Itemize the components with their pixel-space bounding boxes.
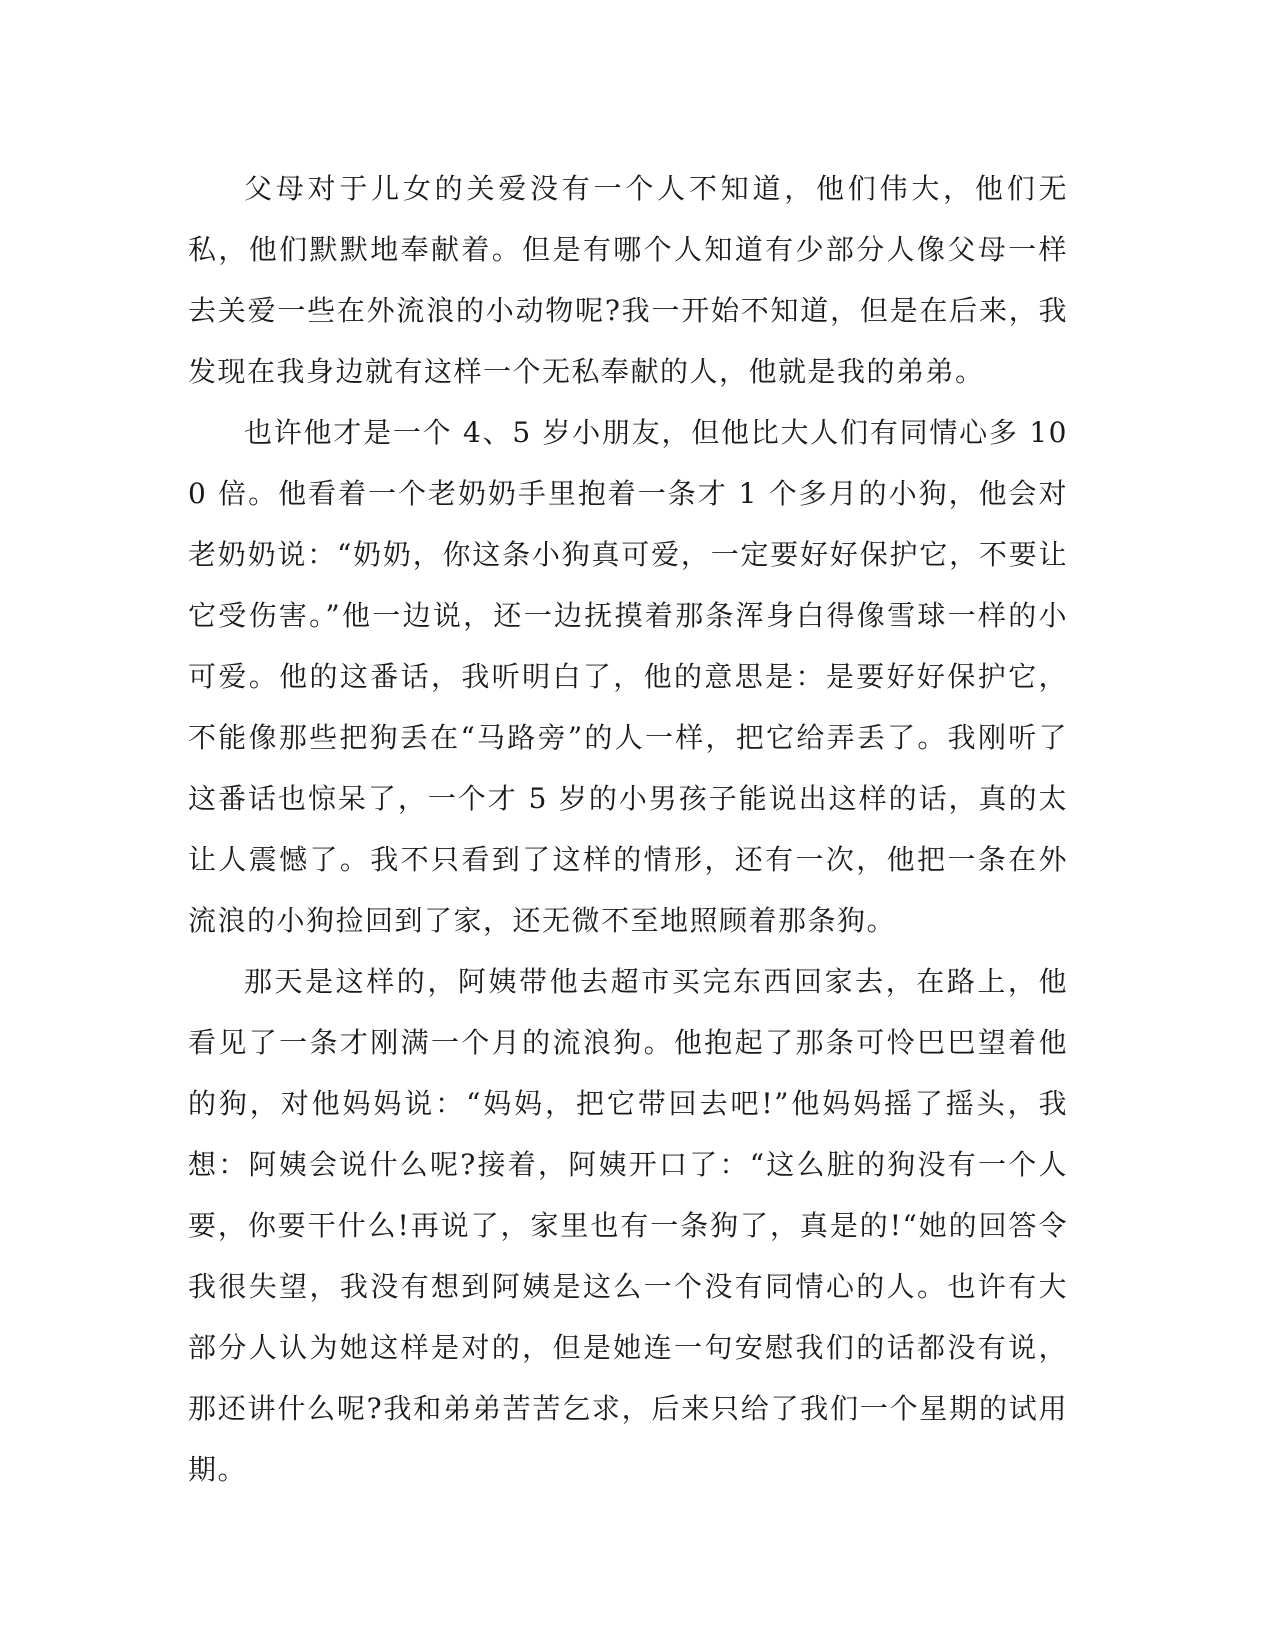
- paragraph-2: 也许他才是一个 4、5 岁小朋友，但他比大人们有同情心多 100 倍。他看着一个老奶奶手里抱着一条才 1 个多月的小狗，他会对老奶奶说：“奶奶，你这条小狗真可爱，一定要好好保护它，不要让它受伤害。”他一边说，还一边抚摸着那条浑身白得像雪球一样的小可爱。他的这番话，我听明白了，他的意思是：是要好好保护它，不能像那些把狗丢在“马路旁”的人一样，把它给弄丢了。我刚听了这番话也惊呆了，一个才 5 岁的小男孩子能说出这样的话，真的太让人震憾了。我不只看到了这样的情形，还有一次，他把一条在外流浪的小狗捡回到了家，还无微不至地照顾着那条狗。: [188, 416, 1068, 937]
- paragraph-3: 那天是这样的，阿姨带他去超市买完东西回家去，在路上，他看见了一条才刚满一个月的流浪狗。他抱起了那条可怜巴巴望着他的狗，对他妈妈说：“妈妈，把它带回去吧!”他妈妈摇了摇头，我想：阿姨会说什么呢?接着，阿姨开口了：“这么脏的狗没有一个人要，你要干什么!再说了，家里也有一条狗了，真是的!“她的回答令我很失望，我没有想到阿姨是这么一个没有同情心的人。也许有大部分人认为她这样是对的，但是她连一句安慰我们的话都没有说，那还讲什么呢?我和弟弟苦苦乞求，后来只给了我们一个星期的试用期。: [188, 965, 1068, 1486]
- document-body: [188, 158, 1068, 1500]
- paragraph-1: 父母对于儿女的关爱没有一个人不知道，他们伟大，他们无私，他们默默地奉献着。但是有哪个人知道有少部分人像父母一样去关爱一些在外流浪的小动物呢?我一开始不知道，但是在后来，我发现在我身边就有这样一个无私奉献的人，他就是我的弟弟。: [188, 172, 1068, 388]
